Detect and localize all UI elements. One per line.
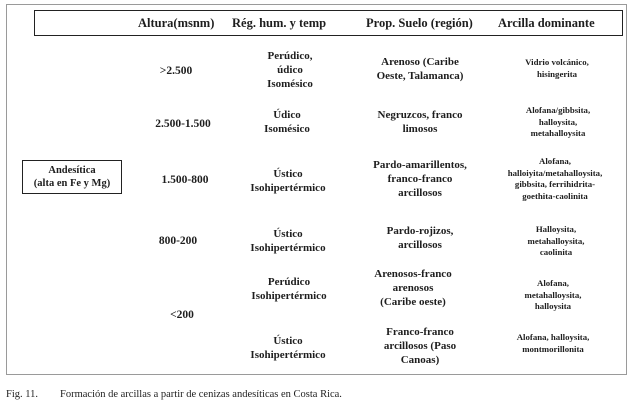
propiedades-cell: Arenosos-franco arenosos (Caribe oeste): [374, 268, 452, 308]
figure-caption: [6, 389, 342, 400]
regimen-cell: Ústico Isohipertérmico: [250, 335, 326, 361]
figure-label: Fig. 11.: [6, 389, 38, 400]
figure-caption-text: Formación de arcillas a partir de cenizas andesíticas en Costa Rica.: [60, 389, 342, 400]
altitude-cell: 800-200: [158, 235, 198, 247]
header-arcilla: Arcilla dominante: [498, 16, 595, 30]
rock-type-detail: (alta en Fe y Mg): [33, 178, 111, 189]
regimen-cell: Perúdico, údico Isomésico: [267, 50, 313, 90]
arcilla-cell: Alofana, halloysita, montmorillonita: [516, 332, 590, 354]
arcilla-cell: Alofana, metahalloysita, halloysita: [524, 278, 582, 311]
altitude-cell: <200: [170, 309, 194, 321]
propiedades-cell: Pardo-rojizos, arcillosos: [386, 225, 454, 251]
regimen-cell: Ústico Isohipertérmico: [250, 228, 326, 254]
header-propiedades: Prop. Suelo (región): [366, 16, 473, 30]
arcilla-cell: Alofana, halloiyita/metahalloysita, gibbsita, ferrihidrita- goethita-caolinita: [507, 156, 603, 201]
propiedades-cell: Negruzcos, franco limosos: [377, 109, 463, 135]
propiedades-cell: Arenoso (Caribe Oeste, Talamanca): [376, 56, 464, 82]
propiedades-cell: Franco-franco arcillosos (Paso Canoas): [383, 326, 457, 366]
arcilla-cell: Halloysita, metahalloysita, caolinita: [527, 224, 585, 257]
rock-type-name: Andesítica: [48, 165, 96, 176]
altitude-cell: >2.500: [159, 65, 193, 77]
propiedades-cell: Pardo-amarillentos, franco-franco arcillosos: [373, 159, 467, 199]
regimen-cell: Perúdico Isohipertérmico: [251, 276, 327, 302]
arcilla-cell: Vidrio volcánico, hisingerita: [525, 57, 589, 79]
altitude-cell: 2.500-1.500: [155, 118, 211, 130]
arcilla-cell: Alofana/gibbsita, halloysita, metahalloysita: [525, 105, 591, 138]
altitude-cell: 1.500-800: [161, 174, 209, 186]
rock-type-box: [22, 160, 122, 194]
regimen-cell: Údico Isomésico: [264, 109, 310, 135]
header-altura: Altura(msnm): [138, 16, 215, 30]
header-regimen: Rég. hum. y temp: [232, 16, 327, 30]
regimen-cell: Ústico Isohipertérmico: [250, 168, 326, 194]
